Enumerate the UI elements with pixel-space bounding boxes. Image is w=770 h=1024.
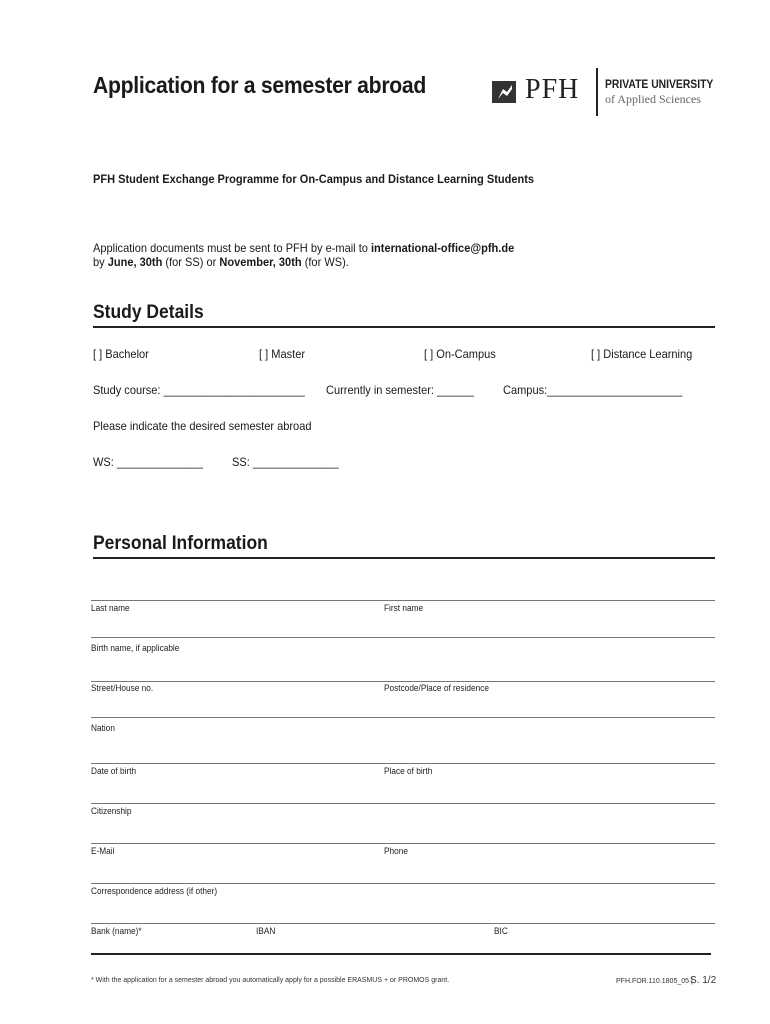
correspondence-address-field[interactable]: Correspondence address (if other) bbox=[91, 886, 218, 896]
street-field[interactable]: Street/House no. bbox=[91, 683, 154, 693]
last-name-field[interactable]: Last name bbox=[91, 603, 130, 613]
pfh-logo-mark-icon bbox=[492, 81, 516, 103]
personal-information-heading: Personal Information bbox=[93, 533, 268, 554]
iban-field[interactable]: IBAN bbox=[256, 926, 276, 936]
study-details-heading: Study Details bbox=[93, 302, 204, 323]
nation-field[interactable]: Nation bbox=[91, 723, 115, 733]
form-row-line bbox=[91, 717, 715, 718]
ss-field[interactable]: SS: ______________ bbox=[232, 455, 339, 469]
semester-prompt: Please indicate the desired semester abroad bbox=[93, 419, 312, 433]
deadline-ss: June, 30th bbox=[107, 255, 163, 269]
logo-wordmark: PFH bbox=[525, 74, 580, 105]
postcode-field[interactable]: Postcode/Place of residence bbox=[384, 683, 489, 693]
master-checkbox[interactable]: [ ] Master bbox=[259, 347, 306, 361]
logo-line-1: PRIVATE UNIVERSITY bbox=[605, 79, 714, 91]
submission-note bbox=[93, 241, 514, 269]
distance-learning-checkbox[interactable]: [ ] Distance Learning bbox=[591, 347, 693, 361]
deadline-ws: November, 30th bbox=[219, 255, 302, 269]
form-id: PFH.FOR.110.1805_05 | bbox=[616, 978, 693, 985]
form-row-line bbox=[91, 843, 715, 844]
form-row-line bbox=[91, 681, 715, 682]
form-row-line bbox=[91, 923, 715, 924]
ws-field[interactable]: WS: ______________ bbox=[93, 455, 203, 469]
birth-name-field[interactable]: Birth name, if applicable bbox=[91, 643, 180, 653]
phone-field[interactable]: Phone bbox=[384, 846, 408, 856]
form-row-line bbox=[91, 763, 715, 764]
bachelor-checkbox[interactable]: [ ] Bachelor bbox=[93, 347, 149, 361]
section-divider bbox=[93, 557, 715, 559]
note-text: Application documents must be sent to PFH by e-mail to bbox=[93, 241, 371, 255]
note-text: by bbox=[93, 255, 108, 269]
on-campus-checkbox[interactable]: [ ] On-Campus bbox=[424, 347, 496, 361]
section-divider bbox=[93, 326, 715, 328]
email-field[interactable]: E-Mail bbox=[91, 846, 115, 856]
form-row-line bbox=[91, 600, 715, 601]
place-of-birth-field[interactable]: Place of birth bbox=[384, 766, 433, 776]
programme-subtitle: PFH Student Exchange Programme for On-Campus and Distance Learning Students bbox=[93, 172, 535, 186]
form-row-line bbox=[91, 637, 715, 638]
date-of-birth-field[interactable]: Date of birth bbox=[91, 766, 137, 776]
citizenship-field[interactable]: Citizenship bbox=[91, 806, 132, 816]
study-course-field[interactable]: Study course: _______________________ bbox=[93, 383, 305, 397]
footer-divider bbox=[91, 953, 711, 955]
bic-field[interactable]: BIC bbox=[494, 926, 508, 936]
logo-line-2: of Applied Sciences bbox=[605, 92, 701, 106]
form-row-line bbox=[91, 803, 715, 804]
current-semester-field[interactable]: Currently in semester: ______ bbox=[326, 383, 474, 397]
note-text: (for SS) or bbox=[162, 255, 220, 269]
page-title: Application for a semester abroad bbox=[93, 72, 427, 98]
bank-name-field[interactable]: Bank (name)* bbox=[91, 926, 142, 936]
pfh-logo bbox=[492, 68, 722, 116]
logo-divider bbox=[596, 68, 598, 116]
campus-field[interactable]: Campus:______________________ bbox=[503, 383, 683, 397]
form-row-line bbox=[91, 883, 715, 884]
contact-email-link[interactable]: international-office@pfh.de bbox=[370, 241, 515, 255]
first-name-field[interactable]: First name bbox=[384, 603, 424, 613]
footnote: * With the application for a semester abroad you automatically apply for a possible ERASMUS + or PROMOS grant. bbox=[91, 977, 450, 984]
note-text: (for WS). bbox=[301, 255, 349, 269]
page-number: S. 1/2 bbox=[690, 975, 717, 986]
